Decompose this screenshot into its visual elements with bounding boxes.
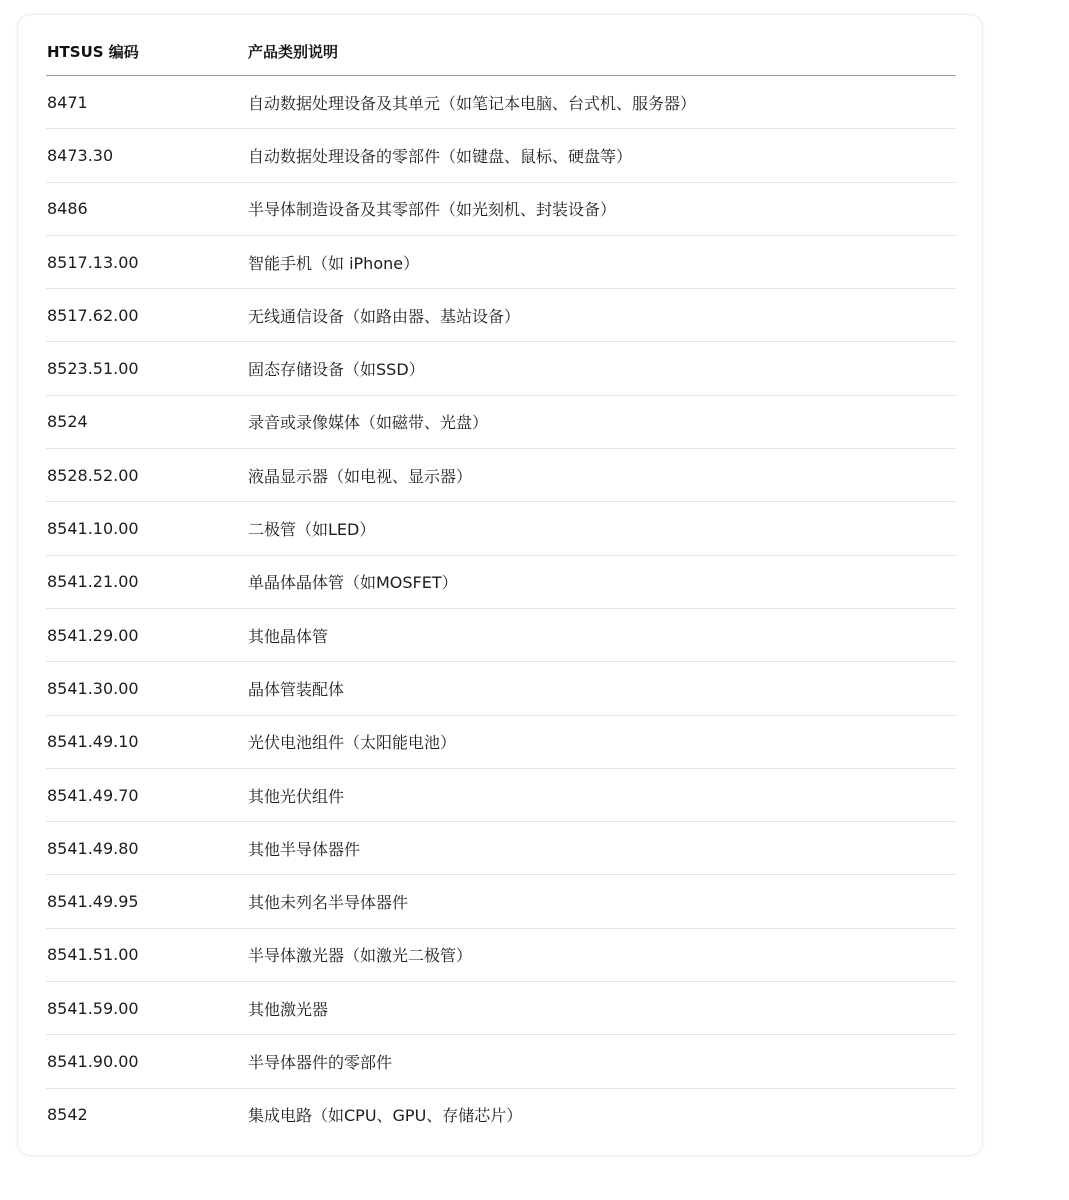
description-cell: 晶体管装配体 xyxy=(247,662,956,715)
description-cell: 其他未列名半导体器件 xyxy=(247,875,956,928)
htsus-code-cell: 8541.10.00 xyxy=(46,502,247,555)
htsus-code-cell: 8541.30.00 xyxy=(46,662,247,715)
table-row xyxy=(46,1088,956,1141)
table-row xyxy=(46,235,956,288)
header-row xyxy=(46,27,956,76)
table-row xyxy=(46,129,956,182)
table-row xyxy=(46,875,956,928)
htsus-code-cell: 8541.21.00 xyxy=(46,555,247,608)
htsus-code-cell: 8486 xyxy=(46,182,247,235)
table-row xyxy=(46,608,956,661)
table-row xyxy=(46,662,956,715)
htsus-code-cell: 8471 xyxy=(46,76,247,129)
htsus-code-cell: 8542 xyxy=(47,1105,88,1125)
table-row xyxy=(46,982,956,1035)
table-row xyxy=(46,1035,956,1088)
table-row xyxy=(46,395,956,448)
description-cell: 自动数据处理设备的零部件（如键盘、鼠标、硬盘等） xyxy=(247,129,956,182)
description-cell: 录音或录像媒体（如磁带、光盘） xyxy=(247,395,956,448)
description-cell: 半导体制造设备及其零部件（如光刻机、封装设备） xyxy=(247,182,956,235)
htsus-code-cell: 8541.59.00 xyxy=(46,982,247,1035)
htsus-code-cell: 8517.62.00 xyxy=(46,289,247,342)
description-cell: 其他激光器 xyxy=(247,982,956,1035)
table-card xyxy=(17,14,983,1156)
table-row xyxy=(46,715,956,768)
description-cell: 单晶体晶体管（如MOSFET） xyxy=(247,555,956,608)
htsus-code-cell: 8541.49.10 xyxy=(46,715,247,768)
htsus-code-cell: 8528.52.00 xyxy=(46,449,247,502)
description-cell: 固态存储设备（如SSD） xyxy=(247,342,956,395)
htsus-code-cell: 8473.30 xyxy=(46,129,247,182)
table-row xyxy=(46,768,956,821)
description-cell: 智能手机（如 iPhone） xyxy=(247,235,956,288)
table-row xyxy=(46,449,956,502)
htsus-table xyxy=(46,27,956,1141)
htsus-code-cell: 8541.49.80 xyxy=(46,822,247,875)
table-row xyxy=(46,502,956,555)
table-row xyxy=(46,289,956,342)
htsus-code-cell: 8541.49.95 xyxy=(46,875,247,928)
description-cell: 二极管（如LED） xyxy=(247,502,956,555)
table-row xyxy=(46,928,956,981)
table-header xyxy=(46,27,956,76)
description-cell: 液晶显示器（如电视、显示器） xyxy=(247,449,956,502)
table-row xyxy=(46,182,956,235)
htsus-code-cell: 8524 xyxy=(46,395,247,448)
table-row xyxy=(46,76,956,129)
description-cell: 半导体器件的零部件 xyxy=(247,1035,956,1088)
header-description: 产品类别说明 xyxy=(247,27,956,76)
table-row xyxy=(46,822,956,875)
htsus-code-cell: 8517.13.00 xyxy=(46,235,247,288)
description-cell: 其他晶体管 xyxy=(247,608,956,661)
description-cell: 集成电路（如CPU、GPU、存储芯片） xyxy=(248,1106,523,1126)
table-body xyxy=(46,76,956,1141)
htsus-code-cell: 8541.49.70 xyxy=(46,768,247,821)
htsus-code-cell: 8541.29.00 xyxy=(46,608,247,661)
header-htsus-code: HTSUS 编码 xyxy=(46,27,247,76)
htsus-code-cell: 8541.90.00 xyxy=(46,1035,247,1088)
table-row xyxy=(46,555,956,608)
description-cell: 无线通信设备（如路由器、基站设备） xyxy=(247,289,956,342)
description-cell: 半导体激光器（如激光二极管） xyxy=(247,928,956,981)
description-cell: 其他半导体器件 xyxy=(247,822,956,875)
htsus-code-cell: 8541.51.00 xyxy=(46,928,247,981)
htsus-code-cell: 8523.51.00 xyxy=(46,342,247,395)
description-cell: 自动数据处理设备及其单元（如笔记本电脑、台式机、服务器） xyxy=(247,76,956,129)
table-row xyxy=(46,342,956,395)
description-cell: 其他光伏组件 xyxy=(247,768,956,821)
description-cell: 光伏电池组件（太阳能电池） xyxy=(247,715,956,768)
